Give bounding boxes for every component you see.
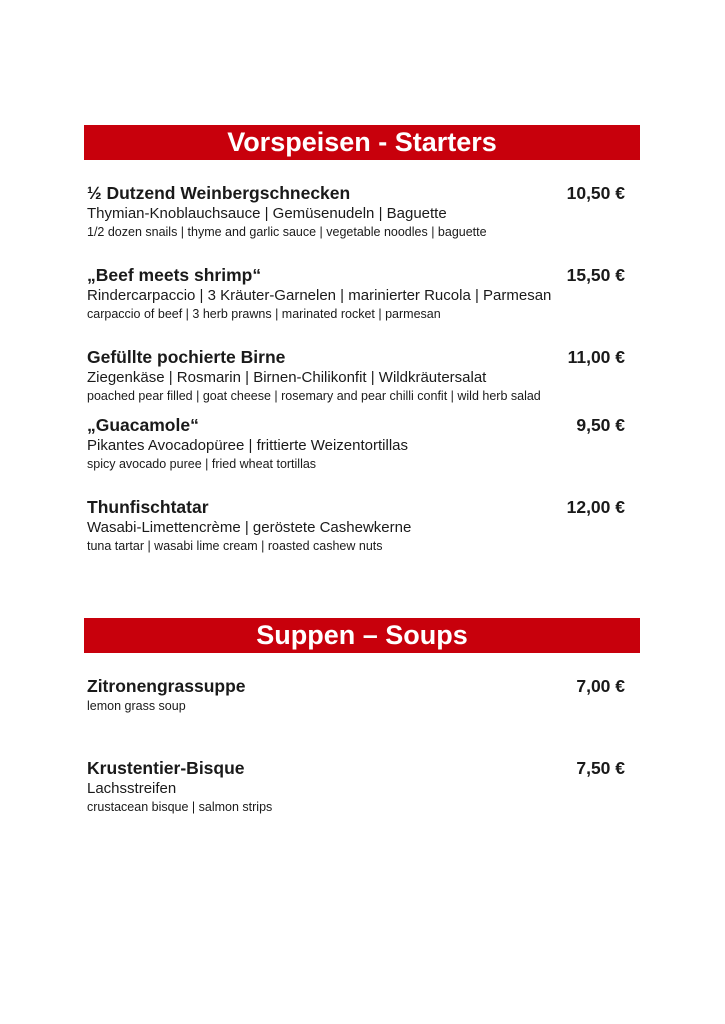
item-price: 12,00 € xyxy=(566,497,625,517)
item-english: poached pear filled | goat cheese | rosemary and pear chilli confit | wild herb salad xyxy=(87,389,541,403)
menu-item-tuna-tartar xyxy=(87,496,625,555)
item-english: lemon grass soup xyxy=(87,699,186,713)
item-price: 7,00 € xyxy=(576,676,625,696)
item-name: Krustentier-Bisque xyxy=(87,758,245,778)
item-english: spicy avocado puree | fried wheat tortillas xyxy=(87,457,317,471)
item-english: crustacean bisque | salmon strips xyxy=(87,800,273,814)
item-name: Zitronengrassuppe xyxy=(87,676,246,696)
menu-item-guacamole xyxy=(87,414,625,473)
item-name: Thunfischtatar xyxy=(87,497,209,517)
item-english: 1/2 dozen snails | thyme and garlic sauce | vegetable noodles | baguette xyxy=(87,225,487,239)
item-description: Thymian-Knoblauchsauce | Gemüsenudeln | Baguette xyxy=(87,205,447,222)
item-name: ½ Dutzend Weinbergschnecken xyxy=(87,183,351,203)
menu-item-pear xyxy=(87,346,625,405)
section-header-soups: Suppen – Soups xyxy=(84,618,640,653)
item-price: 7,50 € xyxy=(576,758,625,778)
item-name: „Beef meets shrimp“ xyxy=(87,265,262,285)
item-description: Ziegenkäse | Rosmarin | Birnen-Chilikonfit | Wildkräutersalat xyxy=(87,369,487,386)
menu-item-lemongrass-soup xyxy=(87,675,625,715)
item-name: „Guacamole“ xyxy=(87,415,199,435)
item-english: tuna tartar | wasabi lime cream | roasted cashew nuts xyxy=(87,539,383,553)
item-price: 9,50 € xyxy=(576,415,625,435)
menu-item-beef-shrimp xyxy=(87,264,625,323)
item-description: Wasabi-Limettencrème | geröstete Cashewkerne xyxy=(87,519,412,536)
menu-item-bisque xyxy=(87,757,625,816)
item-description: Lachsstreifen xyxy=(87,780,177,797)
item-price: 15,50 € xyxy=(566,265,625,285)
menu-item-snails xyxy=(87,182,625,241)
item-description: Rindercarpaccio | 3 Kräuter-Garnelen | marinierter Rucola | Parmesan xyxy=(87,287,552,304)
item-price: 11,00 € xyxy=(567,347,625,367)
item-name: Gefüllte pochierte Birne xyxy=(87,347,286,367)
item-english: carpaccio of beef | 3 herb prawns | marinated rocket | parmesan xyxy=(87,307,441,321)
item-description: Pikantes Avocadopüree | frittierte Weizentortillas xyxy=(87,437,409,454)
item-price: 10,50 € xyxy=(566,183,625,203)
section-header-starters: Vorspeisen - Starters xyxy=(84,125,640,160)
